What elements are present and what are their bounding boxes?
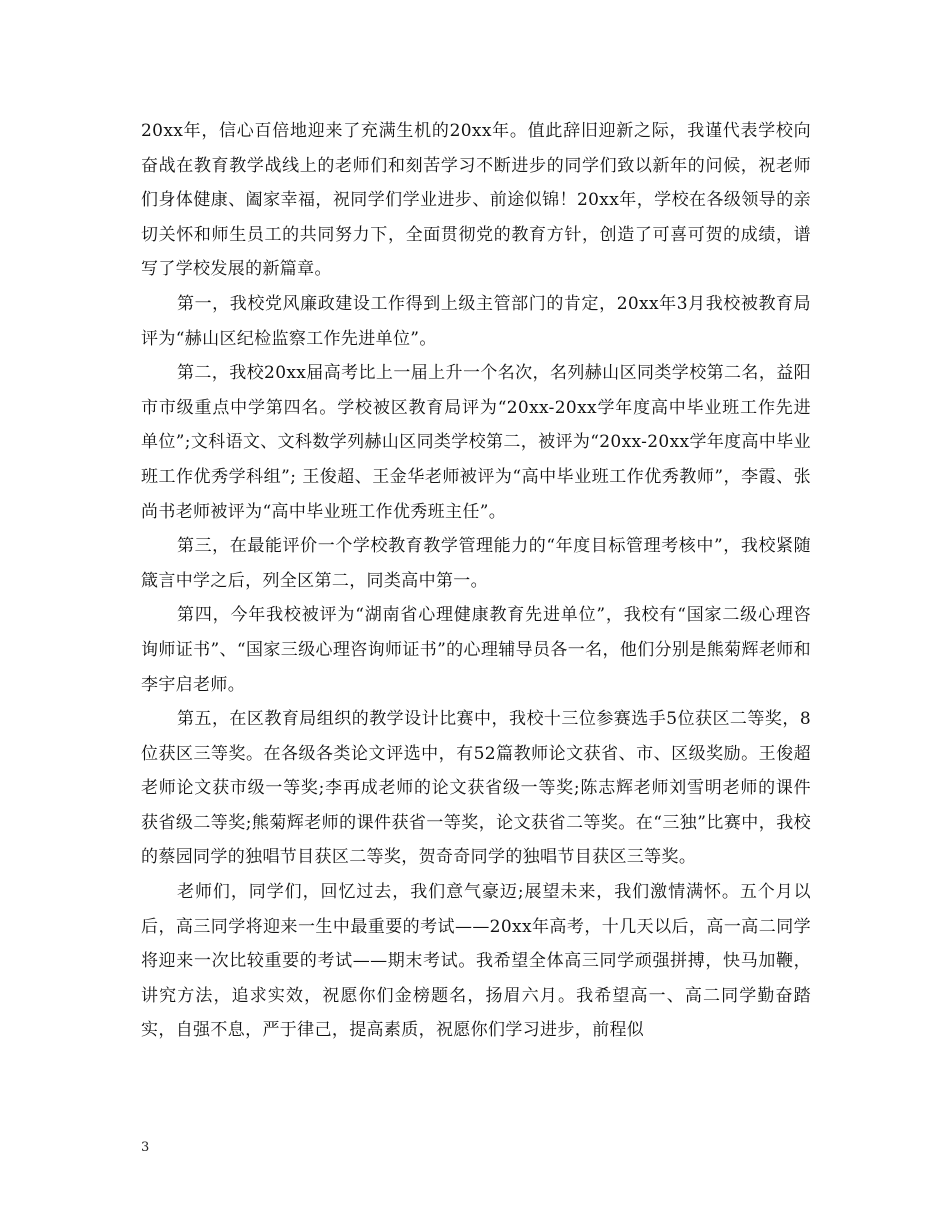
paragraph-fourth-achievement: 第四，今年我校被评为“湖南省心理健康教育先进单位”，我校有“国家二级心理咨询师证书”、“国家三级心理咨询师证书”的心理辅导员各一名，他们分别是熊菊辉老师和李宇启老师。	[141, 605, 811, 695]
paragraph-fifth-achievement: 第五，在区教育局组织的教学设计比赛中，我校十三位参赛选手5位获区二等奖，8位获区三等奖。在各级各类论文评选中，有52篇教师论文获省、市、区级奖励。王俊超老师论文获市级一等奖;李再成老师的论文获省级一等奖;陈志辉老师刘雪明老师的课件获省级二等奖;熊菊辉老师的课件获省一等奖，论文获省二等奖。在“三独”比赛中，我校的蔡园同学的独唱节目获区二等奖，贺奇奇同学的独唱节目获区三等奖。	[141, 709, 811, 868]
page-number: 3	[141, 1140, 150, 1155]
document-body	[141, 114, 811, 1048]
paragraph-third-achievement: 第三，在最能评价一个学校教育教学管理能力的“年度目标管理考核中”，我校紧随箴言中学之后，列全区第二，同类高中第一。	[141, 536, 811, 591]
paragraph-second-achievement: 第二，我校20xx届高考比上一届上升一个名次，名列赫山区同类学校第二名，益阳市市级重点中学第四名。学校被区教育局评为“20xx-20xx学年度高中毕业班工作先进单位”;文科语文、文科数学列赫山区同类学校第二，被评为“20xx-20xx学年度高中毕业班工作优秀学科组”; 王俊超、王金华老师被评为“高中毕业班工作优秀教师”，李霞、张尚书老师被评为“高中毕业班工作优秀班主任”。	[141, 363, 811, 522]
paragraph-outlook: 老师们，同学们，回忆过去，我们意气豪迈;展望未来，我们激情满怀。五个月以后，高三同学将迎来一生中最重要的考试——20xx年高考，十几天以后，高一高二同学将迎来一次比较重要的考试——期末考试。我希望全体高三同学顽强拼搏，快马加鞭，讲究方法，追求实效，祝愿你们金榜题名，扬眉六月。我希望高一、高二同学勤奋踏实，自强不息，严于律己，提高素质，祝愿你们学习进步，前程似	[141, 882, 811, 1041]
paragraph-first-achievement: 第一，我校党风廉政建设工作得到上级主管部门的肯定，20xx年3月我校被教育局评为“赫山区纪检监察工作先进单位”。	[141, 293, 811, 349]
paragraph-opening: 20xx年，信心百倍地迎来了充满生机的20xx年。值此辞旧迎新之际，我谨代表学校向奋战在教育教学战线上的老师们和刻苦学习不断进步的同学们致以新年的问候，祝老师们身体健康、阖家幸福，祝同学们学业进步、前途似锦！20xx年，学校在各级领导的亲切关怀和师生员工的共同努力下，全面贯彻党的教育方针，创造了可喜可贺的成绩，谱写了学校发展的新篇章。	[141, 121, 811, 280]
